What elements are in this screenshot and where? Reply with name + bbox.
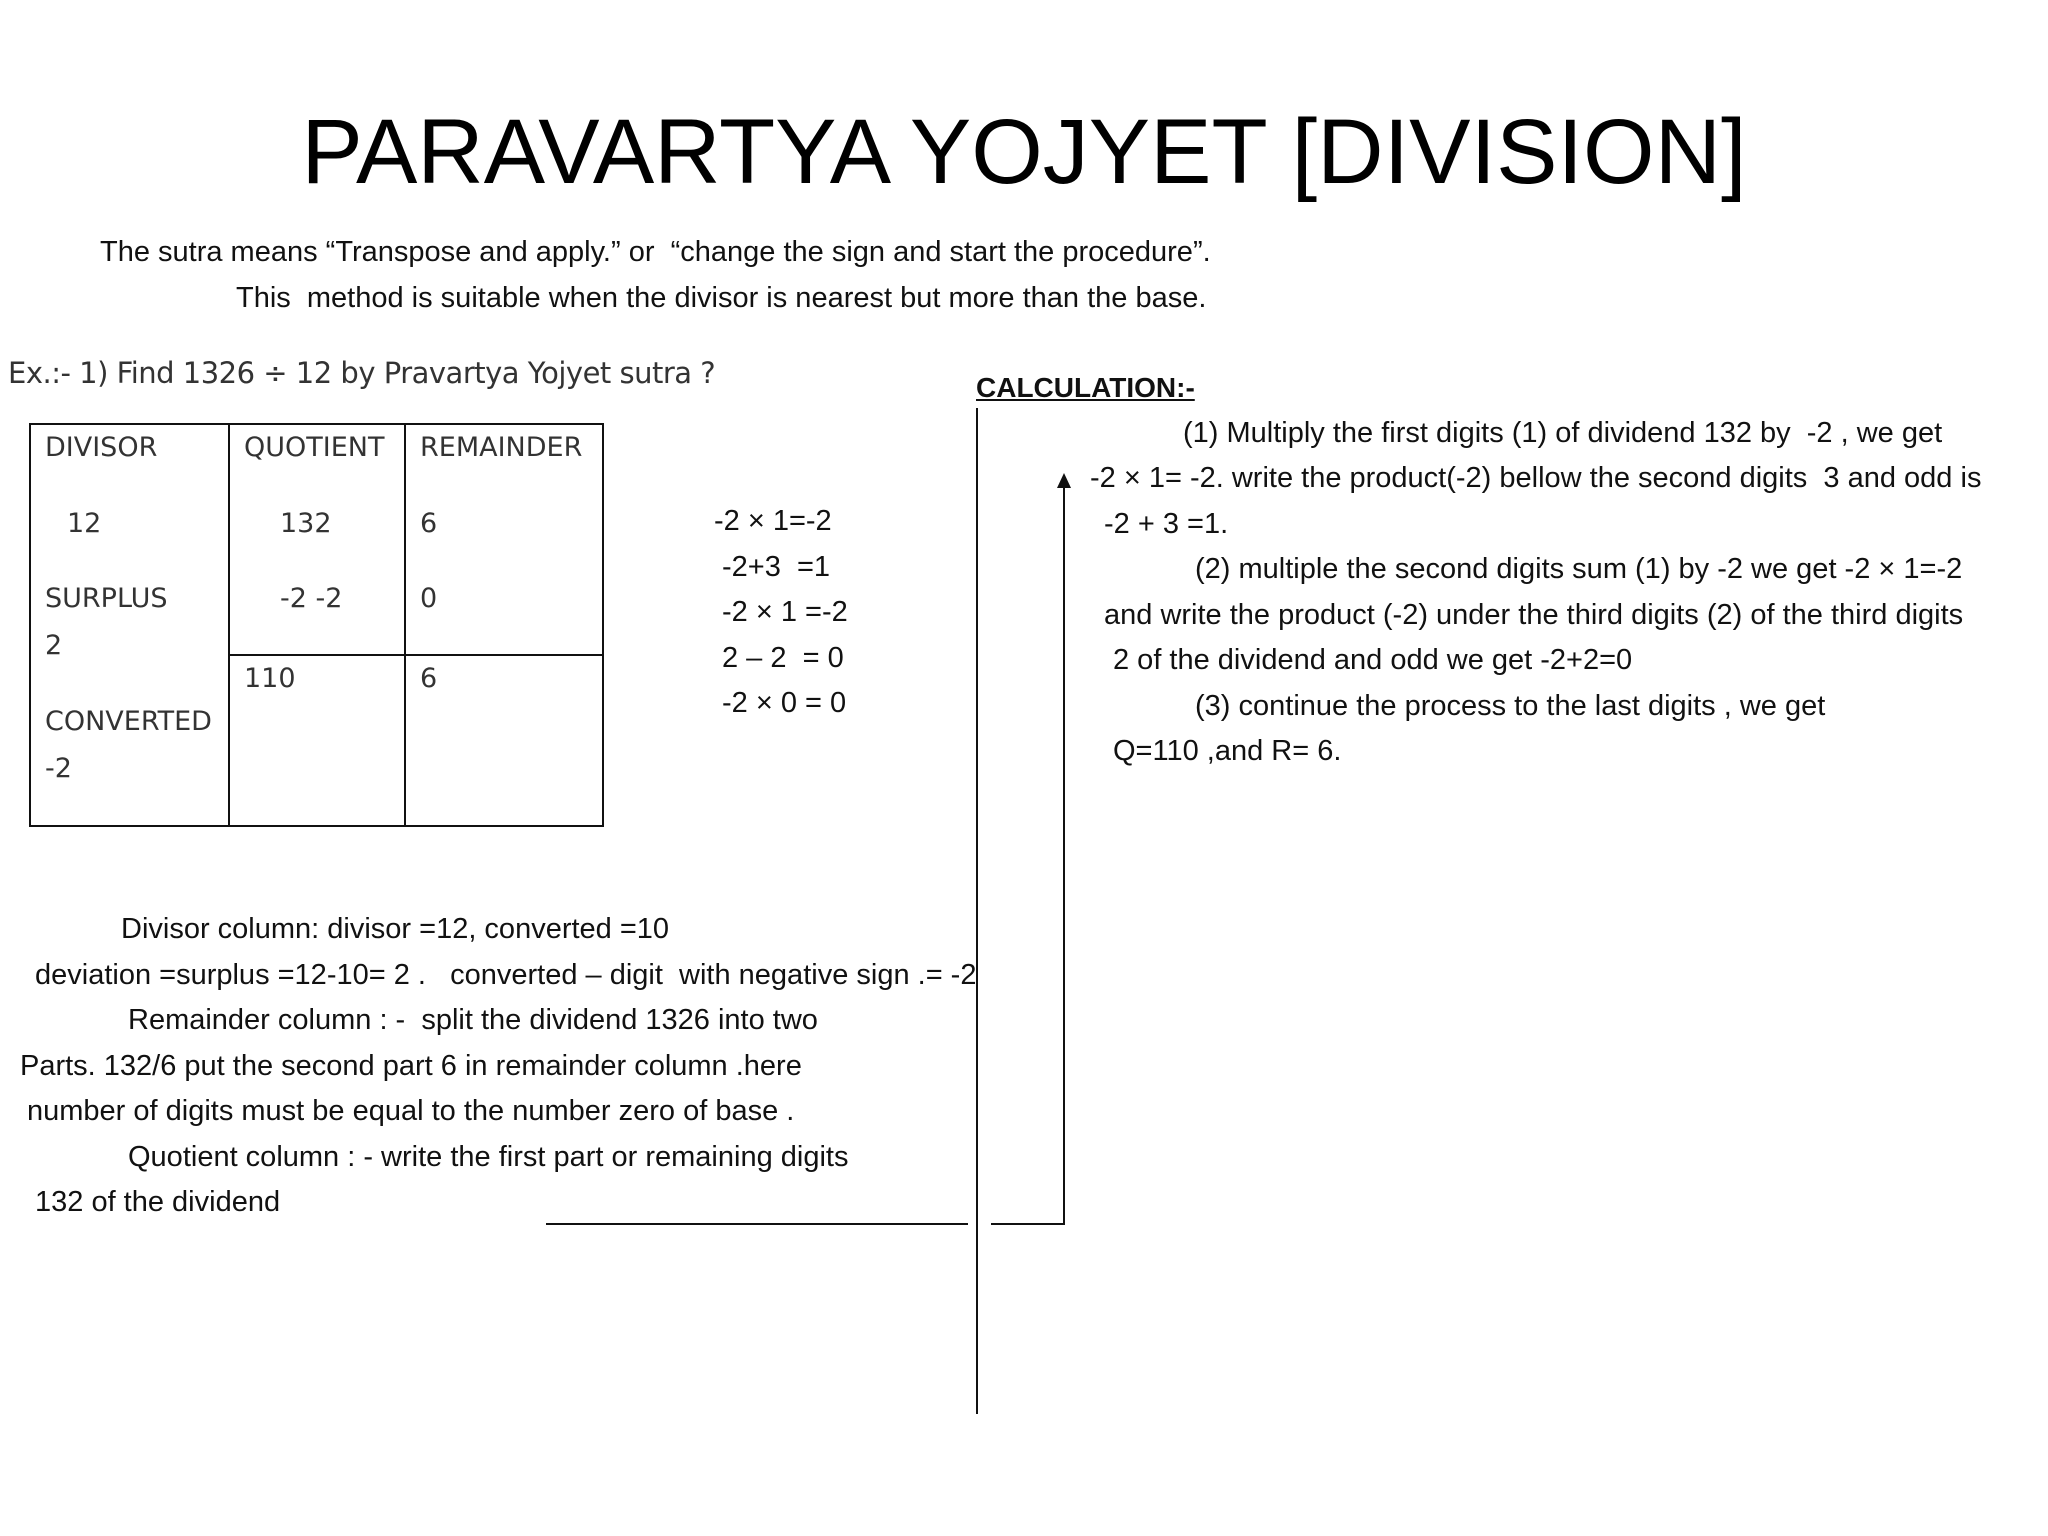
calc-line-4: (2) multiple the second digits sum (1) by -2 we get -2 × 1=-2 (1195, 553, 1963, 585)
table-divider-2 (404, 423, 406, 827)
header-quotient: QUOTIENT (244, 432, 385, 463)
calc-line-8: Q=110 ,and R= 6. (1113, 735, 1342, 767)
header-remainder: REMAINDER (420, 432, 583, 463)
step-1: -2 × 1=-2 (714, 505, 832, 537)
table-border-right (602, 423, 604, 827)
remainder-product: 0 (420, 583, 438, 614)
explanation-line-1: Divisor column: divisor =12, converted =10 (121, 913, 670, 945)
divisor-value: 12 (67, 508, 102, 539)
example-title: Ex.:- 1) Find 1326 ÷ 12 by Pravartya Yojyet sutra ? (8, 356, 716, 390)
intro-line-1: The sutra means “Transpose and apply.” or “change the sign and start the procedure”. (100, 236, 1211, 268)
step-4: 2 – 2 = 0 (722, 642, 844, 674)
quotient-dividend: 132 (280, 508, 332, 539)
vertical-divider (976, 408, 978, 1414)
table-result-line (228, 654, 604, 656)
calc-line-7: (3) continue the process to the last digits , we get (1195, 690, 1826, 722)
quotient-products: -2 -2 (280, 583, 343, 614)
explanation-line-5: number of digits must be equal to the number zero of base . (27, 1095, 795, 1127)
table-border-top (29, 423, 604, 425)
table-border-bottom (29, 825, 604, 827)
calc-line-5: and write the product (-2) under the third digits (2) of the third digits (1104, 599, 1964, 631)
remainder-dividend: 6 (420, 508, 438, 539)
page-title: PARAVARTYA YOJYET [DIVISION] (301, 101, 1747, 203)
explanation-line-6: Quotient column : - write the first part or remaining digits (128, 1141, 849, 1173)
surplus-label: SURPLUS (45, 583, 168, 614)
explanation-line-7: 132 of the dividend (35, 1186, 281, 1218)
step-2: -2+3 =1 (722, 551, 831, 583)
calc-line-3: -2 + 3 =1. (1104, 508, 1229, 540)
arrow-base-line (991, 1223, 1065, 1225)
arrow-shaft (1063, 486, 1065, 1225)
converted-value: -2 (45, 753, 72, 784)
arrow-up-icon (1055, 472, 1073, 490)
table-border-left (29, 423, 31, 827)
intro-line-2: This method is suitable when the divisor is nearest but more than the base. (236, 282, 1207, 314)
table-divider-1 (228, 423, 230, 827)
quotient-result: 110 (244, 663, 296, 694)
explanation-line-4: Parts. 132/6 put the second part 6 in remainder column .here (20, 1050, 802, 1082)
calc-line-6: 2 of the dividend and odd we get -2+2=0 (1113, 644, 1633, 676)
surplus-value: 2 (45, 630, 63, 661)
header-divisor: DIVISOR (45, 432, 158, 463)
underline-left (546, 1223, 968, 1225)
calculation-heading: CALCULATION:- (976, 372, 1195, 403)
explanation-line-3: Remainder column : - split the dividend 1326 into two (128, 1004, 818, 1036)
explanation-line-2: deviation =surplus =12-10= 2 . converted – digit with negative sign .= -2 (35, 959, 977, 991)
step-3: -2 × 1 =-2 (722, 596, 848, 628)
step-5: -2 × 0 = 0 (722, 687, 847, 719)
remainder-result: 6 (420, 663, 438, 694)
calc-line-1: (1) Multiply the first digits (1) of dividend 132 by -2 , we get (1183, 417, 1943, 449)
calc-line-2: -2 × 1= -2. write the product(-2) bellow the second digits 3 and odd is (1090, 462, 1982, 494)
converted-label: CONVERTED (45, 706, 212, 737)
